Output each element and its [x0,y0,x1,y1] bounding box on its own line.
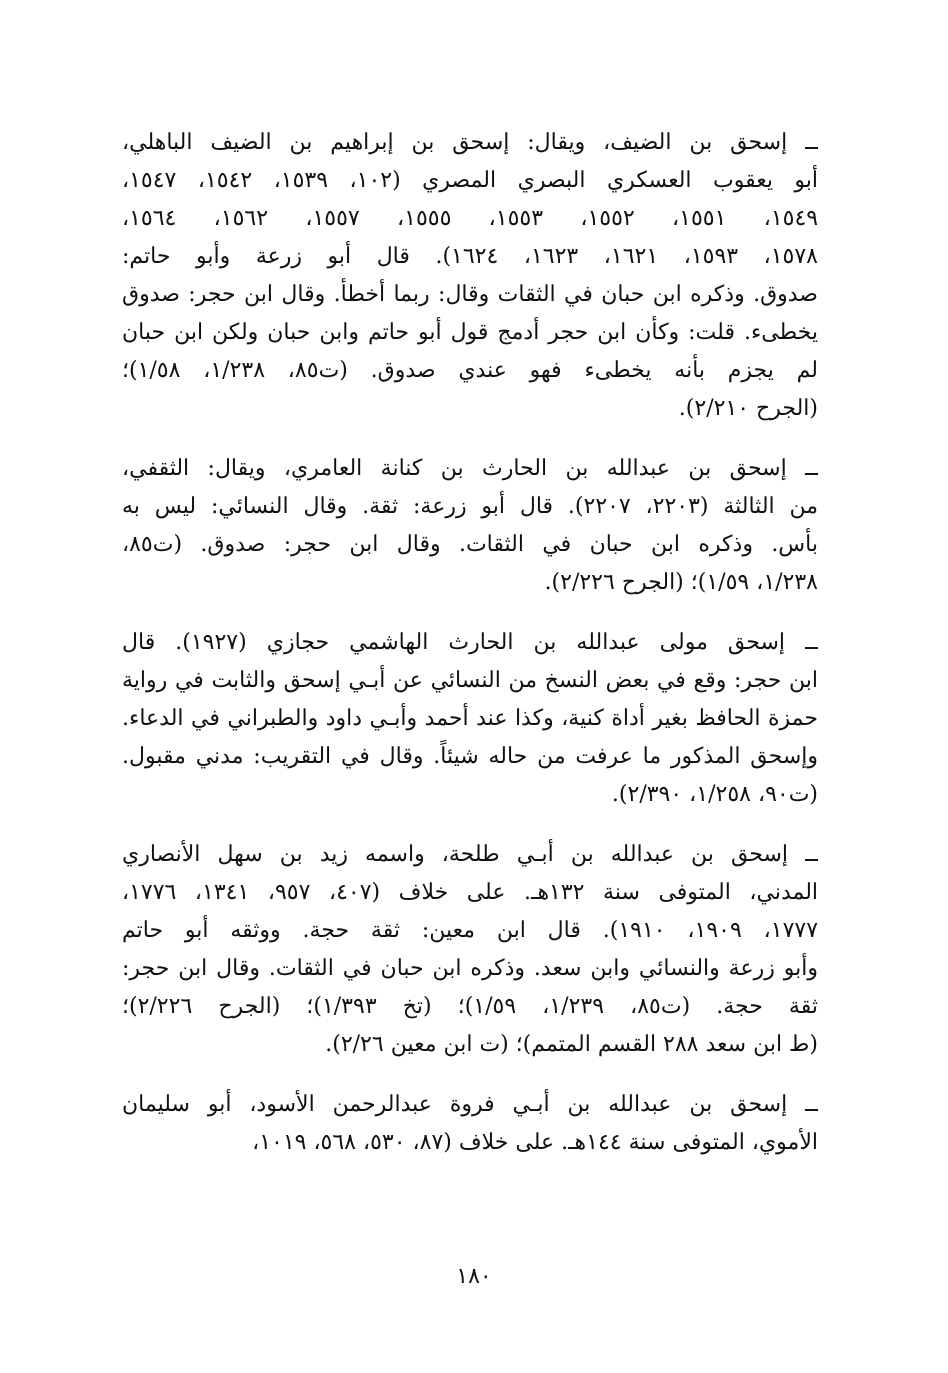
entry-line: المدني، المتوفى سنة ١٣٢هـ. على خلاف (٤٠٧، ٩٥٧، ١٣٤١، ١٧٧٦، [122,880,818,905]
entry-line: ــ إسحق بن عبدالله بن الحارث بن كنانة العامري، ويقال: الثقفي، [122,456,818,481]
entry-paragraph [122,836,818,1064]
entry-line: حمزة الحافظ بغير أداة كنية، وكذا عند أحمد وأبـي داود والطبراني في الدعاء. [122,706,818,731]
entry-line: ١٥٧٨، ١٥٩٣، ١٦٢١، ١٦٢٣، ١٦٢٤). قال أبو زرعة وأبو حاتم: [122,244,818,269]
entry-line: ١٥٤٩، ١٥٥١، ١٥٥٢، ١٥٥٣، ١٥٥٥، ١٥٥٧، ١٥٦٢، ١٥٦٤، [122,206,818,231]
entry-line: (الجرح ٢/٢١٠). [678,396,818,421]
entry-line: وإسحق المذكور ما عرفت من حاله شيئاً. وقال في التقريب: مدني مقبول. [122,744,818,769]
document-body [122,124,818,1184]
page-number: ١٨٠ [456,1264,492,1289]
entry-paragraph [122,450,818,602]
entry-line: بأس. وذكره ابن حبان في الثقات. وقال ابن حجر: صدوق. (ت٨٥، [122,532,818,557]
entry-line: الأموي، المتوفى سنة ١٤٤هـ. على خلاف (٨٧، ٥٣٠، ٥٦٨، ١٠١٩، [252,1130,818,1155]
entry-line: أبو يعقوب العسكري البصري المصري (١٠٢، ١٥٣٩، ١٥٤٢، ١٥٤٧، [122,168,818,193]
entry-line: يخطىء. قلت: وكأن ابن حجر أدمج قول أبو حاتم وابن حبان ولكن ابن حبان [122,320,818,345]
entry-line: ــ إسحق بن الضيف، ويقال: إسحق بن إبراهيم بن الضيف الباهلي، [122,130,818,155]
entry-line: ــ إسحق بن عبدالله بن أبـي فروة عبدالرحمن الأسود، أبو سليمان [122,1092,818,1117]
entry-line: ــ إسحق مولى عبدالله بن الحارث الهاشمي حجازي (١٩٢٧). قال [122,630,818,655]
entry-line: ثقة حجة. (ت٨٥، ١/٢٣٩، ١/٥٩)؛ (تخ ١/٣٩٣)؛ (الجرح ٢/٢٢٦)؛ [122,994,818,1019]
entry-line: ١٧٧٧، ١٩٠٩، ١٩١٠). قال ابن معين: ثقة حجة. ووثقه أبو حاتم [122,918,818,943]
entry-line: (ط ابن سعد ٢٨٨ القسم المتمم)؛ (ت ابن معين ٢/٢٦). [325,1032,818,1057]
entry-line: ــ إسحق بن عبدالله بن أبـي طلحة، واسمه زيد بن سهل الأنصاري [122,842,818,867]
entry-line: صدوق. وذكره ابن حبان في الثقات وقال: ربما أخطأ. وقال ابن حجر: صدوق [122,282,818,307]
entry-line: لم يجزم بأنه يخطىء فهو عندي صدوق. (ت٨٥، ١/٢٣٨، ١/٥٨)؛ [122,358,818,383]
entry-paragraph [122,124,818,428]
entry-line: من الثالثة (٢٢٠٣، ٢٢٠٧). قال أبو زرعة: ثقة. وقال النسائي: ليس به [122,494,818,519]
entry-paragraph [122,1086,818,1162]
entry-line: وأبو زرعة والنسائي وابن سعد. وذكره ابن حبان في الثقات. وقال ابن حجر: [122,956,818,981]
entry-line: ١/٢٣٨، ١/٥٩)؛ (الجرح ٢/٢٢٦). [544,570,818,595]
entry-line: (ت٩٠، ١/٢٥٨، ٢/٣٩٠). [611,782,818,807]
entry-line: ابن حجر: وقع في بعض النسخ من النسائي عن أبـي إسحق والثابت في رواية [122,668,818,693]
entry-paragraph [122,624,818,814]
